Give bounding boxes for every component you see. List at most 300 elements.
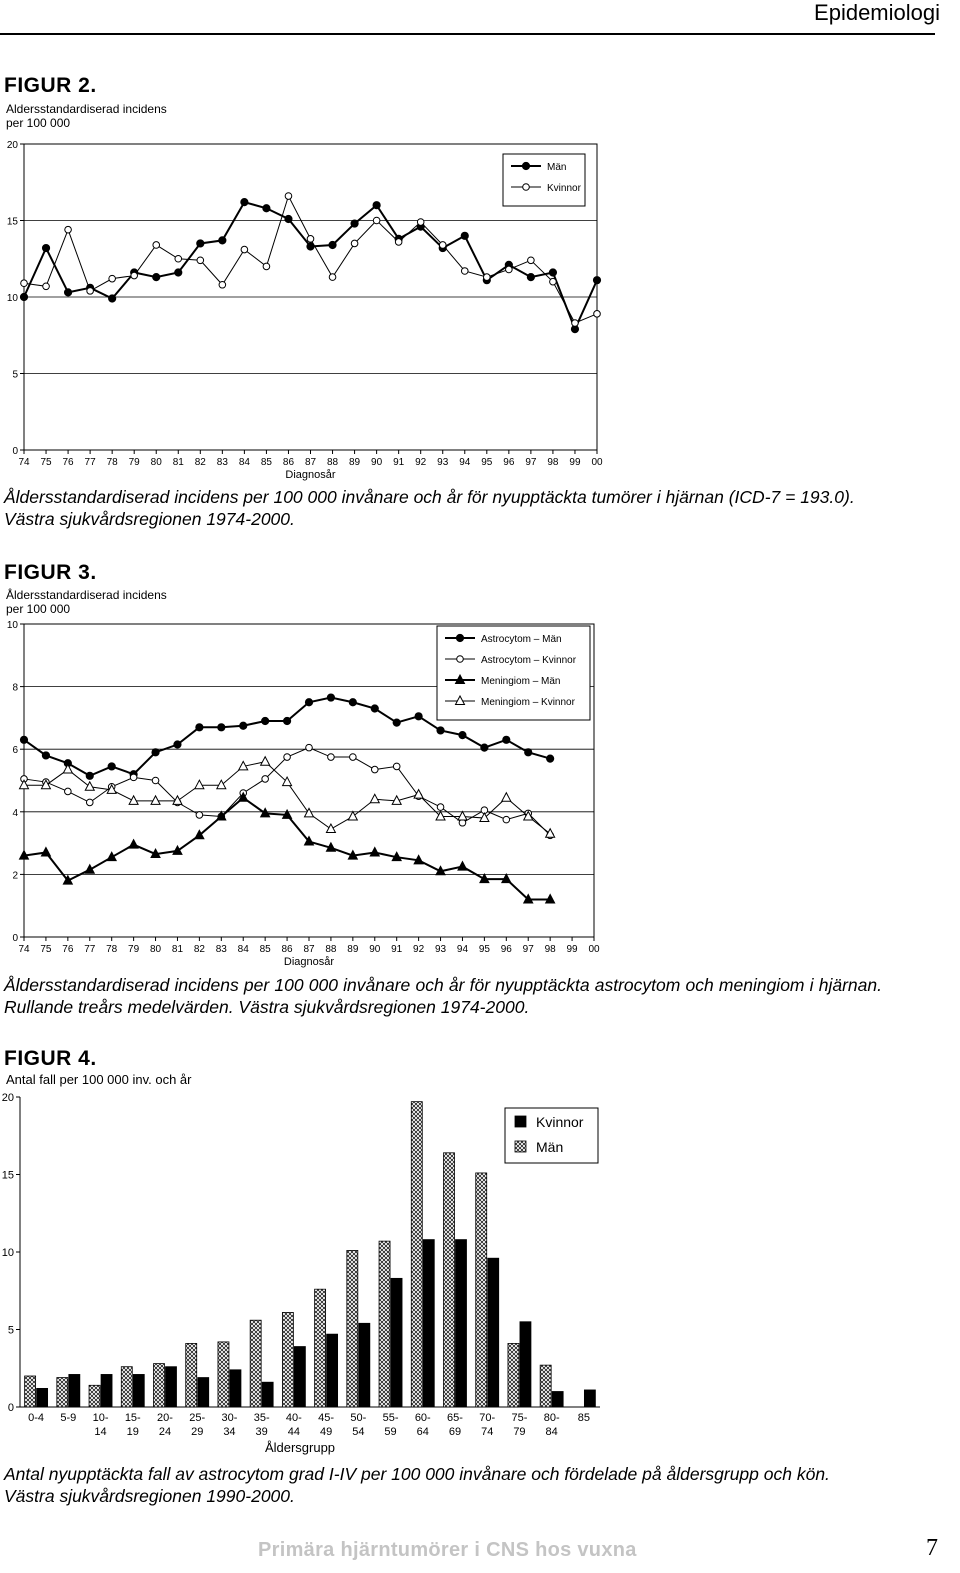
figure-3-y-axis-title-line-1: Åldersstandardiserad incidens — [6, 588, 167, 602]
fig3-data-point — [305, 699, 312, 706]
fig2-legend-label: Kvinnor — [547, 183, 581, 194]
fig2-series-2 — [21, 193, 601, 327]
fig2-data-point — [528, 257, 535, 264]
fig2-data-point — [263, 205, 270, 212]
fig4-bar-group-5-9 — [57, 1374, 80, 1407]
fig2-data-point — [64, 289, 71, 296]
fig4-x-tick-label: 44 — [287, 1426, 301, 1438]
fig4-bar — [133, 1374, 144, 1407]
fig2-data-point — [241, 246, 248, 253]
fig3-data-point — [326, 824, 335, 833]
fig2-x-tick-label: 81 — [172, 457, 184, 468]
fig3-x-tick-label: 93 — [434, 944, 447, 955]
fig3-x-tick-label: 75 — [40, 944, 52, 955]
fig2-x-tick-label: 78 — [106, 457, 118, 468]
figure-4-label: FIGUR 4. — [4, 1047, 97, 1070]
fig2-data-point — [373, 202, 380, 209]
fig2-x-tick-label: 98 — [547, 457, 559, 468]
fig2-x-tick-label: 95 — [481, 457, 493, 468]
fig2-x-tick-label: 84 — [238, 457, 250, 468]
fig2-y-tick-label: 10 — [6, 293, 18, 304]
fig2-x-tick-label: 89 — [349, 457, 361, 468]
fig2-series-1 — [20, 199, 600, 333]
fig2-series-line — [24, 196, 597, 323]
fig3-x-tick-label: 97 — [522, 944, 534, 955]
fig4-bar — [250, 1320, 261, 1407]
fig3-data-point — [261, 757, 270, 766]
fig2-data-point — [21, 280, 28, 287]
fig4-bar — [69, 1374, 80, 1407]
fig4-x-tick-label: 29 — [191, 1426, 204, 1438]
fig3-data-point — [151, 796, 160, 805]
fig4-bar-group-10-14 — [89, 1374, 112, 1407]
fig4-bar-group-65-69 — [444, 1153, 467, 1407]
page-number: 7 — [926, 1535, 938, 1561]
fig3-x-tick-label: 82 — [193, 944, 205, 955]
fig2-data-point — [351, 220, 358, 227]
fig4-bar — [520, 1322, 531, 1407]
fig4-bar — [584, 1390, 595, 1407]
fig4-bar — [540, 1365, 551, 1407]
figure-2-y-axis-title — [6, 102, 167, 130]
fig2-data-point — [527, 274, 534, 281]
figure-2-label: FIGUR 2. — [4, 74, 97, 97]
fig4-bar — [57, 1378, 68, 1407]
fig4-x-tick-label: 20- — [157, 1412, 173, 1424]
fig2-x-tick-label: 88 — [326, 457, 339, 468]
fig4-bar — [379, 1241, 390, 1407]
fig4-x-axis-title: Åldersgrupp — [264, 1440, 336, 1455]
fig3-x-tick-label: 89 — [347, 944, 359, 955]
fig2-data-point — [263, 263, 270, 270]
fig3-data-point — [350, 754, 357, 761]
fig3-data-point — [196, 812, 203, 819]
fig2-data-point — [153, 242, 160, 249]
fig3-x-tick-label: 76 — [62, 944, 74, 955]
fig2-data-point — [285, 215, 292, 222]
fig3-x-tick-label: 81 — [171, 944, 184, 955]
fig4-bar-group-45-49 — [315, 1289, 338, 1407]
fig3-x-tick-label: 92 — [413, 944, 425, 955]
fig3-legend-label: Astrocytom – Kvinnor — [481, 655, 577, 666]
fig2-x-tick-label: 85 — [260, 457, 272, 468]
fig3-legend-swatch-marker — [456, 634, 463, 641]
fig3-data-point — [85, 782, 94, 791]
fig4-bar-group-0-4 — [25, 1376, 48, 1407]
fig3-data-point — [437, 804, 444, 811]
fig2-x-tick-label: 80 — [150, 457, 162, 468]
fig4-x-tick-label: 75- — [511, 1412, 528, 1424]
fig2-data-point — [153, 274, 160, 281]
fig2-data-point — [506, 266, 513, 273]
fig3-data-point — [502, 793, 511, 802]
fig2-data-point — [241, 199, 248, 206]
fig3-x-tick-label: 78 — [106, 944, 118, 955]
fig3-x-tick-label: 94 — [456, 944, 469, 955]
fig2-y-tick-label: 0 — [12, 446, 18, 457]
fig3-y-tick-label: 2 — [12, 870, 18, 882]
fig2-legend-box — [503, 154, 585, 206]
running-header: Epidemiologi — [814, 0, 940, 25]
fig3-data-point — [173, 846, 182, 855]
fig4-x-tick-label: 5-9 — [60, 1412, 77, 1424]
fig4-x-tick-label: 59 — [384, 1426, 397, 1438]
fig3-x-tick-label: 88 — [325, 944, 337, 955]
fig4-x-tick-label: 10- — [92, 1412, 109, 1424]
fig3-data-point — [86, 772, 93, 779]
fig2-data-point — [307, 236, 314, 243]
fig2-data-point — [219, 237, 226, 244]
fig3-series-4 — [20, 757, 555, 837]
fig3-x-axis-title: Diagnosår — [283, 956, 335, 968]
fig2-legend-label: Män — [547, 162, 567, 173]
fig4-x-tick-label: 14 — [94, 1426, 107, 1438]
figure-2-caption: Åldersstandardiserad incidens per 100 000 invånare och år för nyupptäckta tumörer i hjärnan (ICD-7 = 193.0). Västra sjukvårdsregionen 1974-2000. — [4, 487, 855, 529]
fig3-x-tick-label: 86 — [281, 944, 293, 955]
fig3-data-point — [547, 755, 554, 762]
fig4-bar-group-20-24 — [154, 1364, 177, 1407]
fig4-legend-label: Män — [536, 1139, 564, 1155]
fig3-legend-label: Meningiom – Kvinnor — [481, 697, 575, 708]
fig3-y-tick-label: 4 — [12, 807, 18, 819]
fig3-x-tick-label: 00 — [588, 944, 600, 955]
fig2-data-point — [131, 272, 138, 279]
fig3-x-tick-label: 80 — [149, 944, 162, 955]
fig3-x-tick-label: 91 — [391, 944, 403, 955]
fig3-data-point — [173, 796, 182, 805]
fig2-x-tick-label: 91 — [393, 457, 405, 468]
fig4-x-tick-label: 24 — [158, 1426, 172, 1438]
fig2-data-point — [219, 281, 226, 288]
fig3-legend-label: Astrocytom – Män — [481, 634, 562, 645]
fig4-x-tick-label: 79 — [513, 1426, 526, 1438]
fig3-data-point — [129, 796, 138, 805]
fig3-data-point — [370, 847, 379, 856]
header-rule — [0, 33, 935, 35]
figure-4-y-axis-title — [6, 1073, 192, 1087]
fig3-data-point — [42, 752, 49, 759]
fig3-x-tick-label: 87 — [303, 944, 315, 955]
fig2-data-point — [175, 255, 182, 262]
fig2-data-point — [373, 217, 380, 224]
fig3-y-tick-label: 0 — [12, 933, 18, 944]
fig3-x-tick-label: 83 — [215, 944, 227, 955]
fig4-legend-swatch — [515, 1141, 526, 1152]
fig4-bar — [186, 1343, 197, 1407]
fig4-bar-group-60-64 — [411, 1102, 434, 1407]
fig4-y-tick-label: 10 — [1, 1247, 14, 1259]
fig2-x-tick-label: 75 — [40, 457, 52, 468]
figure-4-y-axis-title-line-1: Antal fall per 100 000 inv. och år — [6, 1072, 192, 1087]
fig2-data-point — [42, 244, 49, 251]
fig4-bar-group-50-54 — [347, 1250, 370, 1407]
fig2-x-tick-label: 94 — [459, 457, 471, 468]
fig2-data-point — [395, 239, 402, 246]
fig3-data-point — [306, 744, 313, 751]
fig3-data-point — [370, 794, 379, 803]
fig3-series-3 — [20, 793, 555, 903]
fig4-x-tick-label: 34 — [223, 1426, 236, 1438]
fig2-x-tick-label: 77 — [84, 457, 96, 468]
fig3-data-point — [130, 774, 137, 781]
fig2-y-tick-label: 5 — [12, 369, 18, 381]
figure-3-y-axis-title — [6, 588, 167, 616]
fig4-bar — [423, 1240, 434, 1407]
fig4-x-tick-label: 15- — [124, 1412, 141, 1424]
fig2-x-tick-label: 82 — [194, 457, 206, 468]
fig3-legend — [437, 626, 590, 720]
fig4-x-tick-label: 35- — [253, 1412, 270, 1424]
fig4-x-tick-label: 40- — [285, 1412, 302, 1424]
fig3-x-tick-label: 98 — [544, 944, 556, 955]
fig2-legend-swatch-marker — [522, 162, 529, 169]
fig4-bar-group-55-59 — [379, 1241, 402, 1407]
fig4-bar — [347, 1250, 358, 1407]
fig3-y-tick-label: 6 — [12, 745, 18, 757]
fig4-bar-group-75-79 — [508, 1322, 531, 1407]
figure-3-line-chart — [0, 614, 620, 974]
figure-3-y-axis-title-line-2: per 100 000 — [6, 602, 71, 616]
fig3-data-point — [240, 722, 247, 729]
fig2-data-point — [20, 293, 27, 300]
fig4-bar — [391, 1278, 402, 1407]
fig4-bar — [456, 1240, 467, 1407]
fig2-data-point — [572, 320, 579, 327]
fig3-x-tick-label: 77 — [84, 944, 96, 955]
fig3-data-point — [262, 776, 269, 783]
fig2-data-point — [593, 277, 600, 284]
fig2-legend — [503, 154, 585, 206]
fig3-data-point — [20, 780, 29, 789]
fig4-bar — [444, 1153, 455, 1407]
fig4-bar-group-35-39 — [250, 1320, 273, 1407]
fig4-bar — [166, 1367, 177, 1407]
fig3-data-point — [152, 749, 159, 756]
fig3-data-point — [108, 763, 115, 770]
fig2-data-point — [197, 257, 204, 264]
fig4-bar — [89, 1385, 100, 1407]
fig3-data-point — [349, 699, 356, 706]
fig2-x-tick-label: 79 — [128, 457, 140, 468]
fig3-data-point — [328, 754, 335, 761]
fig2-data-point — [484, 274, 491, 281]
fig4-x-tick-label: 60- — [414, 1412, 431, 1424]
fig4-bar — [488, 1258, 499, 1407]
fig2-data-point — [417, 219, 424, 226]
fig3-x-tick-label: 96 — [500, 944, 512, 955]
fig4-y-tick-label: 0 — [7, 1402, 14, 1414]
fig4-x-tick-label: 80- — [543, 1412, 560, 1424]
fig3-data-point — [65, 788, 72, 795]
fig4-bar — [262, 1382, 273, 1407]
fig3-data-point — [481, 744, 488, 751]
fig3-data-point — [371, 766, 378, 773]
fig3-data-point — [393, 763, 400, 770]
fig3-series-2 — [21, 744, 554, 838]
fig3-legend-label: Meningiom – Män — [481, 676, 561, 687]
fig4-bar — [37, 1388, 48, 1407]
fig3-data-point — [196, 724, 203, 731]
fig2-data-point — [549, 269, 556, 276]
fig4-bar-group-40-44 — [282, 1312, 305, 1407]
fig3-data-point — [503, 816, 510, 823]
fig2-data-point — [65, 226, 72, 233]
fig2-data-point — [109, 275, 116, 282]
fig2-data-point — [285, 193, 292, 200]
fig3-data-point — [458, 811, 467, 820]
fig4-x-tick-label: 55- — [382, 1412, 399, 1424]
fig2-y-tick-label: 15 — [6, 216, 18, 228]
fig4-legend — [505, 1108, 598, 1163]
fig3-data-point — [195, 780, 204, 789]
fig3-data-point — [480, 813, 489, 822]
fig2-data-point — [329, 274, 336, 281]
fig2-data-point — [197, 240, 204, 247]
fig4-bar-group-70-74 — [476, 1173, 499, 1407]
fig3-data-point — [437, 727, 444, 734]
fig3-data-point — [371, 705, 378, 712]
fig4-bar — [218, 1342, 229, 1407]
fig3-data-point — [348, 811, 357, 820]
fig4-bar-group-15-19 — [121, 1367, 144, 1407]
figure-2-y-axis-title-line-1: Aldersstandardiserad incidens — [6, 102, 167, 116]
fig3-data-point — [129, 840, 138, 849]
fig3-data-point — [414, 790, 423, 799]
fig2-x-tick-label: 76 — [62, 457, 74, 468]
figure-2-line-chart — [0, 130, 620, 488]
fig4-x-tick-label: 30- — [221, 1412, 238, 1424]
fig2-data-point — [550, 278, 557, 285]
fig2-x-tick-label: 86 — [282, 457, 295, 468]
fig3-data-point — [458, 862, 467, 871]
fig2-y-tick-label: 20 — [6, 140, 18, 151]
figure-4-caption: Antal nyupptäckta fall av astrocytom grad I-IV per 100 000 invånare och fördelade på åldersgrupp och kön. Västra sjukvårdsregionen 1990-2000. — [4, 1464, 830, 1506]
fig4-bar — [154, 1364, 165, 1407]
fig3-x-tick-label: 84 — [237, 944, 249, 955]
fig4-y-tick-label: 5 — [7, 1324, 14, 1337]
fig2-legend-swatch-marker — [523, 184, 530, 191]
fig4-bar — [282, 1312, 293, 1407]
fig3-data-point — [546, 829, 555, 838]
fig3-data-point — [20, 736, 27, 743]
fig4-legend-swatch — [515, 1116, 526, 1127]
fig4-bar — [476, 1173, 487, 1407]
fig3-x-tick-label: 85 — [259, 944, 271, 955]
fig4-x-tick-label: 65- — [447, 1412, 463, 1424]
fig3-series-line — [24, 762, 550, 834]
fig3-data-point — [459, 732, 466, 739]
fig4-x-tick-label: 19 — [126, 1426, 139, 1438]
figure-2-y-axis-title-line-2: per 100 000 — [6, 116, 71, 130]
fig3-data-point — [283, 777, 292, 786]
fig4-x-tick-label: 64 — [416, 1426, 429, 1438]
figure-3-label: FIGUR 3. — [4, 561, 97, 584]
fig4-bar — [121, 1367, 132, 1407]
fig3-data-point — [284, 754, 291, 761]
fig4-x-tick-label: 50- — [350, 1412, 367, 1424]
fig2-x-tick-label: 83 — [216, 457, 228, 468]
fig4-x-tick-label: 54 — [352, 1426, 365, 1438]
fig2-data-point — [439, 242, 446, 249]
fig3-data-point — [415, 713, 422, 720]
fig3-data-point — [327, 694, 334, 701]
fig4-x-tick-label: 45- — [318, 1412, 335, 1424]
fig3-x-tick-label: 99 — [566, 944, 578, 955]
fig4-x-tick-label: 70- — [479, 1412, 496, 1424]
fig3-x-tick-label: 90 — [369, 944, 381, 955]
fig2-x-tick-label: 90 — [371, 457, 383, 468]
fig3-y-tick-label: 8 — [12, 682, 18, 694]
fig4-x-tick-label: 74 — [481, 1426, 494, 1438]
fig3-y-tick-label: 10 — [6, 620, 18, 631]
fig4-bar — [294, 1347, 305, 1407]
fig2-data-point — [109, 295, 116, 302]
fig3-x-tick-label: 95 — [478, 944, 490, 955]
fig4-bar-group-80-84 — [540, 1365, 563, 1407]
fig4-bar — [25, 1376, 36, 1407]
fig2-x-tick-label: 92 — [415, 457, 427, 468]
fig4-x-tick-label: 25- — [189, 1412, 206, 1424]
fig2-x-tick-label: 87 — [304, 457, 317, 468]
fig2-x-tick-label: 99 — [569, 457, 581, 468]
fig4-x-tick-label: 39 — [255, 1426, 268, 1438]
fig2-x-tick-label: 00 — [591, 457, 603, 468]
fig3-x-tick-label: 74 — [18, 944, 30, 955]
fig2-data-point — [351, 240, 358, 247]
fig3-data-point — [217, 780, 226, 789]
fig4-legend-label: Kvinnor — [536, 1114, 584, 1130]
fig3-data-point — [174, 741, 181, 748]
fig2-x-tick-label: 96 — [503, 457, 515, 468]
footer-title: Primära hjärntumörer i CNS hos vuxna — [258, 1539, 637, 1561]
fig4-bar — [552, 1392, 563, 1408]
fig4-bar — [315, 1289, 326, 1407]
fig3-data-point — [525, 749, 532, 756]
fig4-x-tick-label: 0-4 — [28, 1412, 45, 1424]
fig4-bar — [101, 1374, 112, 1407]
fig4-bar — [411, 1102, 422, 1407]
fig3-x-tick-label: 79 — [128, 944, 140, 955]
fig4-x-tick-label: 84 — [545, 1426, 558, 1438]
fig2-data-point — [329, 241, 336, 248]
fig2-data-point — [461, 268, 468, 275]
figure-3-caption: Åldersstandardiserad incidens per 100 000 invånare och år för nyupptäckta astrocytom och meningiom i hjärnan. Rullande treårs medelvärden. Västra sjukvårdsregionen 1974-2000. — [4, 975, 882, 1017]
fig3-data-point — [86, 799, 93, 806]
fig3-data-point — [262, 717, 269, 724]
fig2-data-point — [43, 283, 50, 290]
fig4-y-tick-label: 20 — [1, 1092, 14, 1104]
fig4-bar — [359, 1323, 370, 1407]
fig3-data-point — [503, 736, 510, 743]
fig4-y-tick-label: 15 — [1, 1169, 14, 1182]
fig3-data-point — [283, 717, 290, 724]
fig3-data-point — [393, 719, 400, 726]
fig4-x-tick-label: 85 — [577, 1412, 591, 1424]
fig3-data-point — [41, 847, 50, 856]
fig4-x-tick-label: 69 — [448, 1426, 462, 1438]
fig2-x-tick-label: 93 — [437, 457, 449, 468]
fig4-bar — [198, 1378, 209, 1407]
fig4-bar — [327, 1334, 338, 1407]
fig2-x-tick-label: 97 — [525, 457, 537, 468]
fig2-data-point — [594, 311, 601, 318]
fig3-data-point — [152, 777, 159, 784]
fig2-data-point — [87, 288, 94, 295]
fig2-x-tick-label: 74 — [18, 457, 30, 468]
fig2-data-point — [461, 232, 468, 239]
fig4-bar-group-30-34 — [218, 1342, 241, 1407]
fig4-bar — [230, 1370, 241, 1407]
